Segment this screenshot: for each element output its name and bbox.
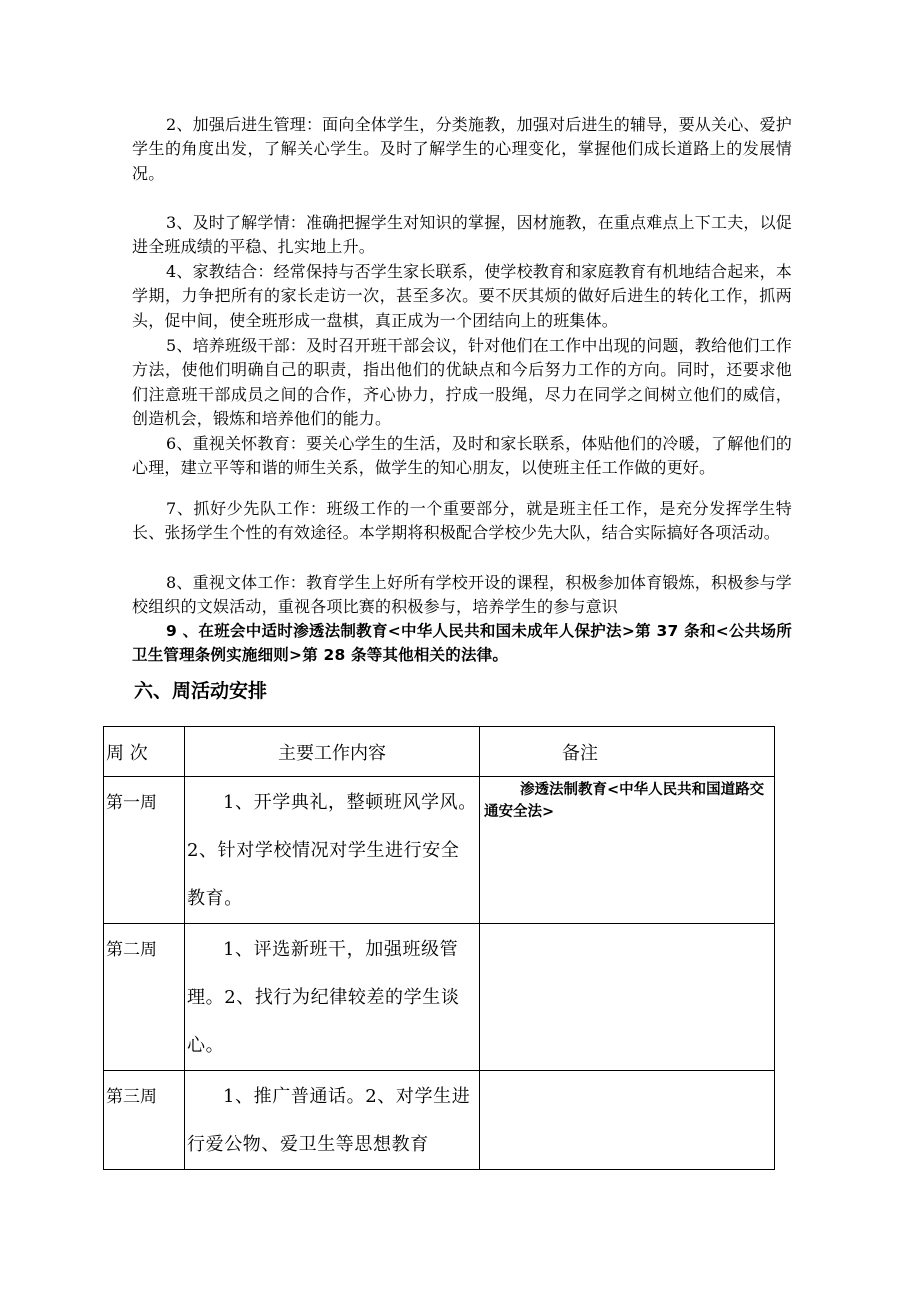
note-cell [480, 1071, 775, 1170]
week-label: 第二周 [106, 940, 157, 960]
header-content-label: 主要工作内容 [278, 742, 386, 764]
week-label: 第三周 [106, 1087, 157, 1107]
table-row [104, 777, 775, 924]
note-text [480, 1071, 774, 1073]
header-note [480, 727, 775, 777]
content-cell [185, 777, 480, 924]
header-content [185, 727, 480, 777]
table-row [104, 1071, 775, 1170]
paragraph-8: 8、重视文体工作：教育学生上好所有学校开设的课程，积极参加体育锻炼，积极参与学校组织的文娱活动，重视各项比赛的积极参与，培养学生的参与意识 [132, 573, 792, 617]
task-text: 1、评选新班干，加强班级管理。2、找行为纪律较差的学生谈心。 [187, 939, 460, 1056]
section-heading: 六、周活动安排 [134, 680, 268, 702]
note-cell [480, 924, 775, 1071]
task-text: 1、开学典礼，整顿班风学风。2、针对学校情况对学生进行安全教育。 [187, 792, 477, 909]
content-cell [185, 924, 480, 1071]
table-header-row [104, 727, 775, 777]
note-cell [480, 777, 775, 924]
paragraph-5: 5、培养班级干部：及时召开班干部会议，针对他们在工作中出现的问题，教给他们工作方法，使他们明确自己的职责，指出他们的优缺点和今后努力工作的方向。同时，还要求他们注意班干部成员之间的合作，齐心协力，拧成一股绳，尽力在同学之间树立他们的威信，创造机会，锻炼和培养他们的能力。 [132, 336, 792, 429]
week-label: 第一周 [106, 793, 157, 813]
paragraph-9: 9 、在班会中适时渗透法制教育<中华人民共和国未成年人保护法>第 37 条和<公共场所卫生管理条例实施细则>第 28 条等其他相关的法律。 [132, 622, 792, 665]
paragraph-7: 7、抓好少先队工作：班级工作的一个重要部分，就是班主任工作，是充分发挥学生特长、张扬学生个性的有效途径。本学期将积极配合学校少先大队，结合实际搞好各项活动。 [132, 499, 792, 543]
paragraph-4: 4、家教结合：经常保持与否学生家长联系，使学校教育和家庭教育有机地结合起来，本学期，力争把所有的家长走访一次，甚至多次。要不厌其烦的做好后进生的转化工作，抓两头，促中间，使全班形成一盘棋，真正成为一个团结向上的班集体。 [132, 262, 792, 330]
paragraph-3: 3、及时了解学情：准确把握学生对知识的掌握，因材施教，在重点难点上下工夫，以促进全班成绩的平稳、扎实地上升。 [132, 213, 792, 257]
table-row [104, 924, 775, 1071]
task-text: 1、推广普通话。2、对学生进行爱公物、爱卫生等思想教育 [187, 1086, 471, 1155]
week-cell [104, 924, 185, 1071]
header-week-label: 周 次 [106, 742, 148, 764]
paragraph-6: 6、重视关怀教育：要关心学生的生活，及时和家长联系，体贴他们的冷暖，了解他们的心理，建立平等和谐的师生关系，做学生的知心朋友，以使班主任工作做的更好。 [132, 434, 792, 478]
note-text [480, 924, 774, 926]
header-week [104, 727, 185, 777]
paragraph-2: 2、加强后进生管理：面向全体学生，分类施教，加强对后进生的辅导，要从关心、爱护学生的角度出发，了解关心学生。及时了解学生的心理变化，掌握他们成长道路上的发展情况。 [132, 115, 792, 183]
week-cell [104, 777, 185, 924]
content-cell [185, 1071, 480, 1170]
header-note-label: 备注 [562, 742, 598, 764]
week-cell [104, 1071, 185, 1170]
note-text: 渗透法制教育<中华人民共和国道路交通安全法> [484, 782, 765, 820]
weekly-activity-table [103, 726, 775, 1170]
